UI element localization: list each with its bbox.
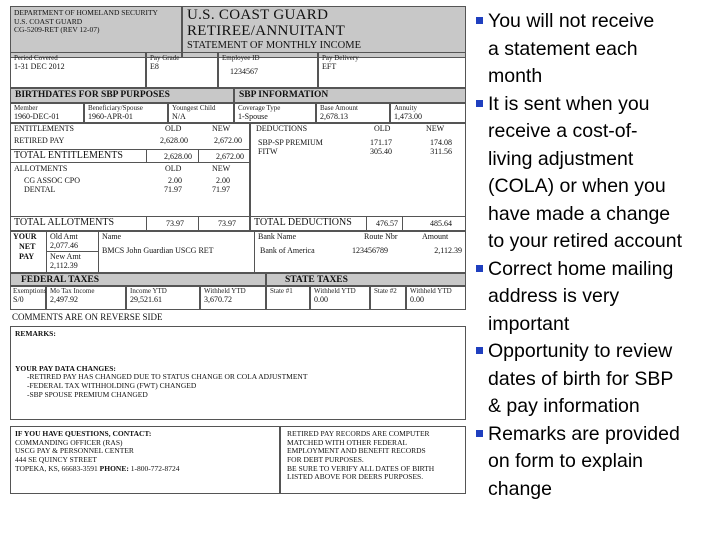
- base-amount-value: 2,678.13: [320, 112, 348, 122]
- delivery-label: Pay Delivery: [322, 54, 359, 62]
- member-cell: [10, 103, 84, 123]
- bullet-item: [476, 91, 716, 256]
- notice-line: FOR DEBT PURPOSES.: [287, 454, 364, 464]
- mo-tax-cell: [46, 286, 126, 310]
- birthdates-heading: BIRTHDATES FOR SBP PURPOSES: [10, 88, 234, 103]
- divider: [198, 216, 199, 231]
- allot1-label: CG ASSOC CPO: [24, 176, 81, 185]
- bullet-line: Correct home mailing: [488, 257, 674, 280]
- ded1-new: 174.08: [430, 138, 452, 147]
- bullet-list: [476, 8, 716, 503]
- bullet-line: dates of birth for SBP: [488, 367, 674, 390]
- sbp-info-heading: SBP INFORMATION: [234, 88, 466, 103]
- changes-heading: YOUR PAY DATA CHANGES:: [15, 363, 116, 373]
- exemptions-value: S/0: [13, 295, 24, 305]
- ded2-new: 311.56: [430, 147, 452, 156]
- square-bullet-icon: [476, 430, 483, 437]
- bullet-line: important: [488, 312, 570, 335]
- notice-line: EMPLOYMENT AND BENEFIT RECORDS: [287, 446, 426, 456]
- allot2-label: DENTAL: [24, 185, 56, 194]
- divider: [146, 216, 147, 231]
- statement-form: [10, 6, 468, 482]
- allot1-new: 2.00: [216, 176, 230, 185]
- new-amt-value: 2,112.39: [50, 261, 78, 270]
- beneficiary-label: Beneficiary/Spouse: [88, 104, 143, 112]
- bullet-item: [476, 421, 716, 504]
- net-pay-pay: PAY: [19, 252, 35, 261]
- notice-block: [280, 426, 466, 494]
- contact-address: TOPEKA, KS, 66683-3591: [15, 463, 98, 473]
- divider: [146, 149, 147, 163]
- net-pay-your: YOUR: [13, 232, 37, 241]
- allot2-old: 71.97: [164, 185, 182, 194]
- name-label: Name: [102, 232, 122, 241]
- empid-label: Employee ID: [222, 54, 260, 62]
- federal-taxes-text: FEDERAL TAXES: [21, 275, 100, 285]
- bullet-line: receive a cost-of-: [488, 120, 638, 142]
- contact-line: USCG PAY & PERSONNEL CENTER: [15, 446, 134, 456]
- federal-taxes-heading: [10, 273, 266, 286]
- retired-pay-label: RETIRED PAY: [14, 136, 65, 145]
- form-title-line1: U.S. COAST GUARD: [187, 7, 329, 23]
- ded-new-header: NEW: [426, 124, 445, 133]
- state2-withheld-cell: [406, 286, 466, 310]
- form-title-line2: RETIREE/ANNUITANT: [187, 22, 346, 39]
- coverage-cell: [234, 103, 316, 123]
- annuity-value: 1,473.00: [394, 112, 422, 122]
- bullet-line: to your retired account: [488, 230, 683, 252]
- bullet-line: on form to explain: [488, 450, 644, 472]
- divider: [98, 231, 99, 273]
- contact-block: [10, 426, 280, 494]
- total-entitlements-new: 2,672.00: [216, 152, 244, 161]
- allot-new-header: NEW: [212, 164, 231, 173]
- retired-pay-old: 2,628.00: [160, 136, 188, 145]
- net-pay-net: NET: [19, 242, 36, 251]
- exemptions-label: Exemptions: [13, 287, 47, 295]
- member-value: 1960-DEC-01: [14, 112, 60, 122]
- withheld-ytd-value: 3,670.72: [204, 295, 232, 305]
- contact-line: [15, 465, 275, 474]
- deductions-heading: DEDUCTIONS: [256, 124, 308, 133]
- square-bullet-icon: [476, 100, 483, 107]
- ded-old-header: OLD: [374, 124, 391, 133]
- notice-line: LISTED ABOVE FOR DEERS PURPOSES.: [287, 472, 424, 482]
- ent-old-header: OLD: [165, 124, 182, 133]
- base-amount-label: Base Amount: [320, 104, 358, 112]
- square-bullet-icon: [476, 265, 483, 272]
- square-bullet-icon: [476, 17, 483, 24]
- state1-cell: [266, 286, 310, 310]
- form-title-line3: STATEMENT OF MONTHLY INCOME: [187, 39, 361, 51]
- delivery-cell: [318, 52, 466, 88]
- mo-tax-value: 2,497.92: [50, 295, 78, 305]
- total-deductions-old: 476.57: [376, 219, 398, 228]
- state-taxes-heading: [266, 273, 466, 286]
- change-item: -RETIRED PAY HAS CHANGED DUE TO STATUS CHANGE OR COLA ADJUSTMENT: [27, 372, 308, 382]
- net-pay-label: [13, 232, 37, 262]
- bank-value: Bank of America: [260, 246, 315, 255]
- phone-label: PHONE:: [99, 463, 129, 473]
- empid-value: 1234567: [230, 67, 258, 77]
- state2-cell: [370, 286, 406, 310]
- total-allotments-old: 73.97: [166, 219, 184, 228]
- beneficiary-value: 1960-APR-01: [88, 112, 133, 122]
- state2-withheld-label: Withheld YTD: [410, 287, 452, 295]
- total-deductions-label: TOTAL DEDUCTIONS: [254, 217, 352, 228]
- dept-name: DEPARTMENT OF HOMELAND SECURITY: [14, 8, 158, 17]
- youngest-cell: [168, 103, 234, 123]
- grade-cell: [146, 52, 218, 88]
- state2-label: State #2: [374, 287, 397, 295]
- divider: [46, 231, 47, 273]
- contact-line: COMMANDING OFFICER (RAS): [15, 437, 123, 447]
- grade-label: Pay Grade: [150, 54, 180, 62]
- bullet-line: living adjustment: [488, 147, 634, 170]
- state1-withheld-label: Withheld YTD: [314, 287, 356, 295]
- delivery-value: EFT: [322, 62, 337, 72]
- income-ytd-value: 29,521.61: [130, 295, 162, 305]
- change-item: -SBP SPOUSE PREMIUM CHANGED: [27, 389, 148, 399]
- ent-new-header: NEW: [212, 124, 231, 133]
- beneficiary-cell: [84, 103, 168, 123]
- bullet-line: a statement each: [488, 37, 638, 60]
- bullet-item: [476, 8, 716, 91]
- bullet-line: Opportunity to review: [488, 340, 673, 362]
- withheld-ytd-cell: [200, 286, 266, 310]
- contact-line: 444 SE QUINCY STREET: [15, 454, 98, 464]
- state1-withheld-cell: [310, 286, 370, 310]
- route-value: 123456789: [352, 246, 388, 255]
- notice-line: RETIRED PAY RECORDS ARE COMPUTER: [287, 429, 430, 438]
- period-label: Period Covered: [14, 54, 58, 62]
- bank-label: Bank Name: [258, 232, 296, 241]
- state-taxes-text: STATE TAXES: [285, 275, 348, 285]
- member-label: Member: [14, 104, 38, 112]
- bullet-line: It is sent when you: [488, 92, 650, 115]
- state2-withheld-value: 0.00: [410, 295, 424, 305]
- total-allotments-new: 73.97: [218, 219, 236, 228]
- total-deductions-new: 485.64: [430, 219, 452, 228]
- notice-line: MATCHED WITH OTHER FEDERAL: [287, 437, 408, 447]
- divider: [254, 231, 255, 273]
- allot1-old: 2.00: [168, 176, 182, 185]
- bullet-item: [476, 338, 716, 421]
- income-ytd-cell: [126, 286, 200, 310]
- bullet-line: You will not receive: [488, 10, 655, 32]
- state1-label: State #1: [270, 287, 293, 295]
- amount-value: 2,112.39: [434, 246, 462, 255]
- route-label: Route Nbr: [364, 232, 398, 241]
- contact-heading: IF YOU HAVE QUESTIONS, CONTACT:: [15, 429, 152, 438]
- amount-label: Amount: [422, 232, 449, 241]
- bullet-item: [476, 256, 716, 339]
- base-amount-cell: [316, 103, 390, 123]
- mo-tax-label: Mo Tax Income: [50, 287, 95, 295]
- retired-pay-new: 2,672.00: [214, 136, 242, 145]
- empid-cell: [218, 52, 318, 88]
- divider: [402, 216, 403, 231]
- phone-number: 1-800-772-8724: [130, 463, 180, 473]
- old-amt-label: Old Amt: [50, 232, 78, 241]
- exemptions-cell: [10, 286, 46, 310]
- change-item: -FEDERAL TAX WITHHOLDING (FWT) CHANGED: [27, 380, 197, 390]
- total-allotments-label: TOTAL ALLOTMENTS: [14, 217, 115, 228]
- ded2-label: FITW: [258, 147, 278, 156]
- bullet-line: Remarks are provided: [488, 422, 680, 445]
- withheld-ytd-label: Withheld YTD: [204, 287, 246, 295]
- remarks-label: REMARKS:: [15, 329, 56, 338]
- square-bullet-icon: [476, 347, 483, 354]
- income-ytd-label: Income YTD: [130, 287, 167, 295]
- grade-value: E8: [150, 62, 159, 72]
- period-value: 1-31 DEC 2012: [14, 62, 65, 72]
- form-title-block: [182, 6, 466, 58]
- total-entitlements-label: TOTAL ENTITLEMENTS: [14, 150, 123, 161]
- ded1-label: SBP-SP PREMIUM: [258, 138, 323, 147]
- total-entitlements-old: 2,628.00: [164, 152, 192, 161]
- new-amt-label: New Amt: [50, 252, 81, 261]
- allot-old-header: OLD: [165, 164, 182, 173]
- allot2-new: 71.97: [212, 185, 230, 194]
- ded1-old: 171.17: [370, 138, 392, 147]
- youngest-value: N/A: [172, 112, 186, 122]
- state1-withheld-value: 0.00: [314, 295, 328, 305]
- entitlements-heading: ENTITLEMENTS: [14, 124, 74, 133]
- form-number: CG-5209-RET (REV 12-07): [14, 25, 100, 35]
- form-header-left: [10, 6, 182, 58]
- comments-note: COMMENTS ARE ON REVERSE SIDE: [12, 312, 163, 322]
- divider: [366, 216, 367, 231]
- bullet-line: (COLA) or when you: [488, 175, 666, 197]
- coverage-value: 1-Spouse: [238, 112, 268, 122]
- bullet-line: & pay information: [488, 395, 640, 417]
- old-amt-value: 2,077.46: [50, 241, 78, 250]
- divider: [198, 149, 199, 163]
- coverage-label: Coverage Type: [238, 104, 281, 112]
- remarks-block: [10, 326, 466, 420]
- bullet-line: have made a change: [488, 202, 671, 225]
- ded2-old: 305.40: [370, 147, 392, 156]
- period-cell: [10, 52, 146, 88]
- allotments-heading: ALLOTMENTS: [14, 164, 68, 173]
- bullet-line: address is very: [488, 285, 620, 307]
- bullet-line: change: [488, 477, 552, 500]
- annuity-cell: [390, 103, 466, 123]
- name-value: BMCS John Guardian USCG RET: [102, 246, 214, 255]
- annuity-label: Annuity: [394, 104, 417, 112]
- agency-name: U.S. COAST GUARD: [14, 16, 83, 26]
- youngest-label: Youngest Child: [172, 104, 216, 112]
- notice-line: BE SURE TO VERIFY ALL DATES OF BIRTH: [287, 463, 435, 473]
- bullet-line: month: [488, 65, 543, 87]
